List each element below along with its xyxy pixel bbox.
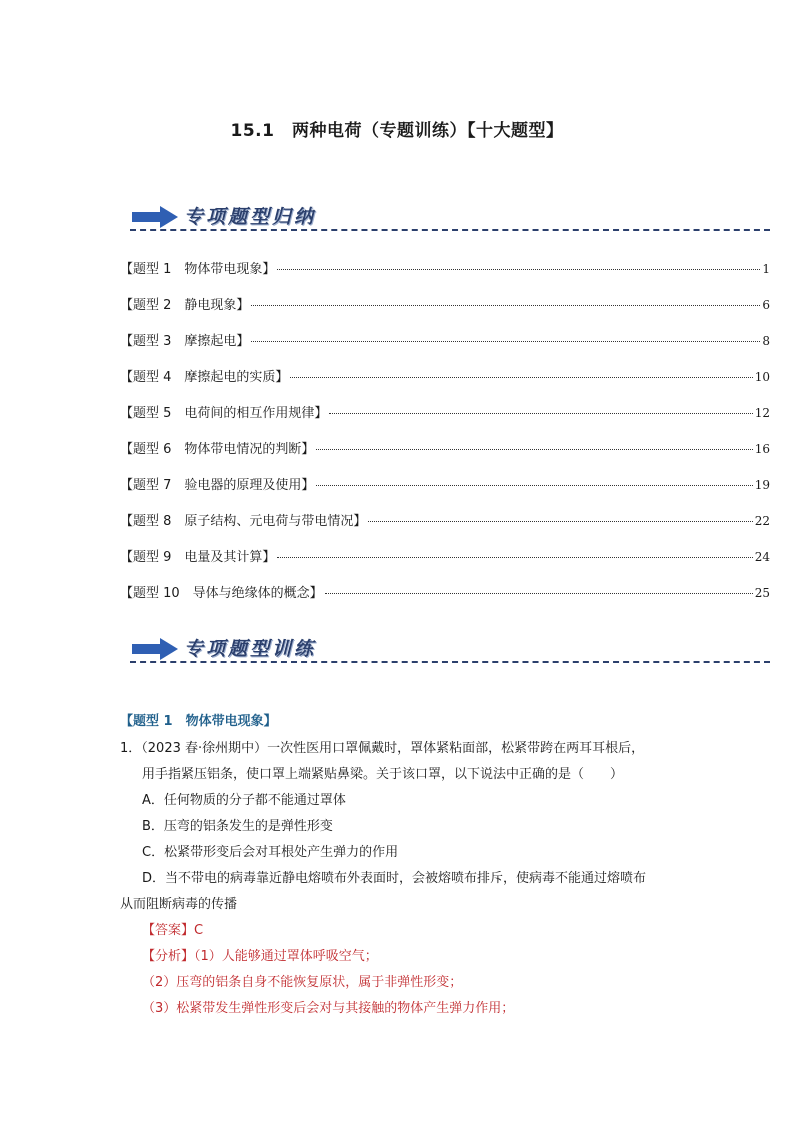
toc-entry-label: 【题型 6 物体带电情况的判断】	[120, 442, 315, 457]
toc-leader	[251, 341, 760, 342]
toc-entry[interactable]	[120, 366, 770, 402]
toc-leader	[277, 269, 760, 270]
toc-entry-page: 1	[762, 262, 770, 276]
toc-entry[interactable]	[120, 402, 770, 438]
option-c: C．松紧带形变后会对耳根处产生弹力的作用	[142, 845, 399, 860]
toc-leader	[316, 449, 752, 450]
toc-entry-page: 6	[762, 298, 770, 312]
banner-training-text: 专项题型训练	[184, 638, 317, 660]
toc-entry[interactable]	[120, 330, 770, 366]
toc-leader	[290, 377, 752, 378]
option-a: A．任何物质的分子都不能通过罩体	[142, 793, 346, 808]
analysis-line: （2）压弯的铝条自身不能恢复原状，属于非弹性形变；	[142, 975, 463, 990]
analysis-line: 【分析】（1）人能够通过罩体呼吸空气；	[142, 949, 378, 964]
toc-entry[interactable]	[120, 510, 770, 546]
toc-entry[interactable]	[120, 258, 770, 294]
question-block	[120, 736, 680, 1022]
toc-entry-page: 19	[754, 478, 770, 492]
option-b: B．压弯的铝条发生的是弹性形变	[142, 819, 333, 834]
question-stem: 1．（2023 春·徐州期中）一次性医用口罩佩戴时，罩体紧粘面部，松紧带跨在两耳耳根后，	[120, 741, 645, 756]
table-of-contents	[120, 258, 770, 618]
toc-entry-page: 12	[754, 406, 770, 420]
toc-entry-label: 【题型 9 电量及其计算】	[120, 550, 276, 565]
answer: 【答案】C	[142, 923, 204, 938]
toc-entry-label: 【题型 1 物体带电现象】	[120, 262, 276, 277]
banner-divider	[130, 661, 770, 663]
toc-leader	[316, 485, 752, 486]
toc-entry[interactable]	[120, 546, 770, 582]
document-title: 15.1 两种电荷（专题训练）【十大题型】	[230, 121, 564, 141]
question-stem-cont: 用手指紧压铝条，使口罩上端紧贴鼻梁。关于该口罩，以下说法中正确的是（ ）	[142, 767, 624, 782]
section-heading: 【题型 1 物体带电现象】	[120, 714, 277, 729]
banner-summary-text: 专项题型归纳	[184, 206, 317, 228]
toc-entry-label: 【题型 5 电荷间的相互作用规律】	[120, 406, 328, 421]
toc-entry[interactable]	[120, 438, 770, 474]
toc-entry-label: 【题型 3 摩擦起电】	[120, 334, 250, 349]
toc-entry-page: 8	[762, 334, 770, 348]
toc-entry-label: 【题型 8 原子结构、元电荷与带电情况】	[120, 514, 367, 529]
toc-entry[interactable]	[120, 582, 770, 618]
toc-entry[interactable]	[120, 474, 770, 510]
arrow-right-icon	[132, 638, 178, 660]
toc-entry-label: 【题型 2 静电现象】	[120, 298, 250, 313]
analysis-line: （3）松紧带发生弹性形变后会对与其接触的物体产生弹力作用；	[142, 1001, 515, 1016]
toc-entry-page: 16	[754, 442, 770, 456]
toc-leader	[325, 593, 753, 594]
toc-entry-label: 【题型 10 导体与绝缘体的概念】	[120, 586, 323, 601]
option-d: D．当不带电的病毒靠近静电熔喷布外表面时，会被熔喷布排斥，使病毒不能通过熔喷布	[142, 871, 647, 886]
toc-entry-page: 25	[754, 586, 770, 600]
toc-leader	[368, 521, 752, 522]
toc-entry-page: 24	[754, 550, 770, 564]
toc-leader	[277, 557, 752, 558]
toc-entry[interactable]	[120, 294, 770, 330]
banner-summary	[130, 200, 770, 234]
toc-entry-label: 【题型 7 验电器的原理及使用】	[120, 478, 315, 493]
toc-entry-label: 【题型 4 摩擦起电的实质】	[120, 370, 289, 385]
toc-entry-page: 10	[754, 370, 770, 384]
toc-entry-page: 22	[754, 514, 770, 528]
toc-leader	[329, 413, 752, 414]
arrow-right-icon	[132, 206, 178, 228]
banner-divider	[130, 229, 770, 231]
toc-leader	[251, 305, 760, 306]
banner-training	[130, 632, 770, 666]
option-d-cont: 从而阻断病毒的传播	[120, 897, 238, 912]
